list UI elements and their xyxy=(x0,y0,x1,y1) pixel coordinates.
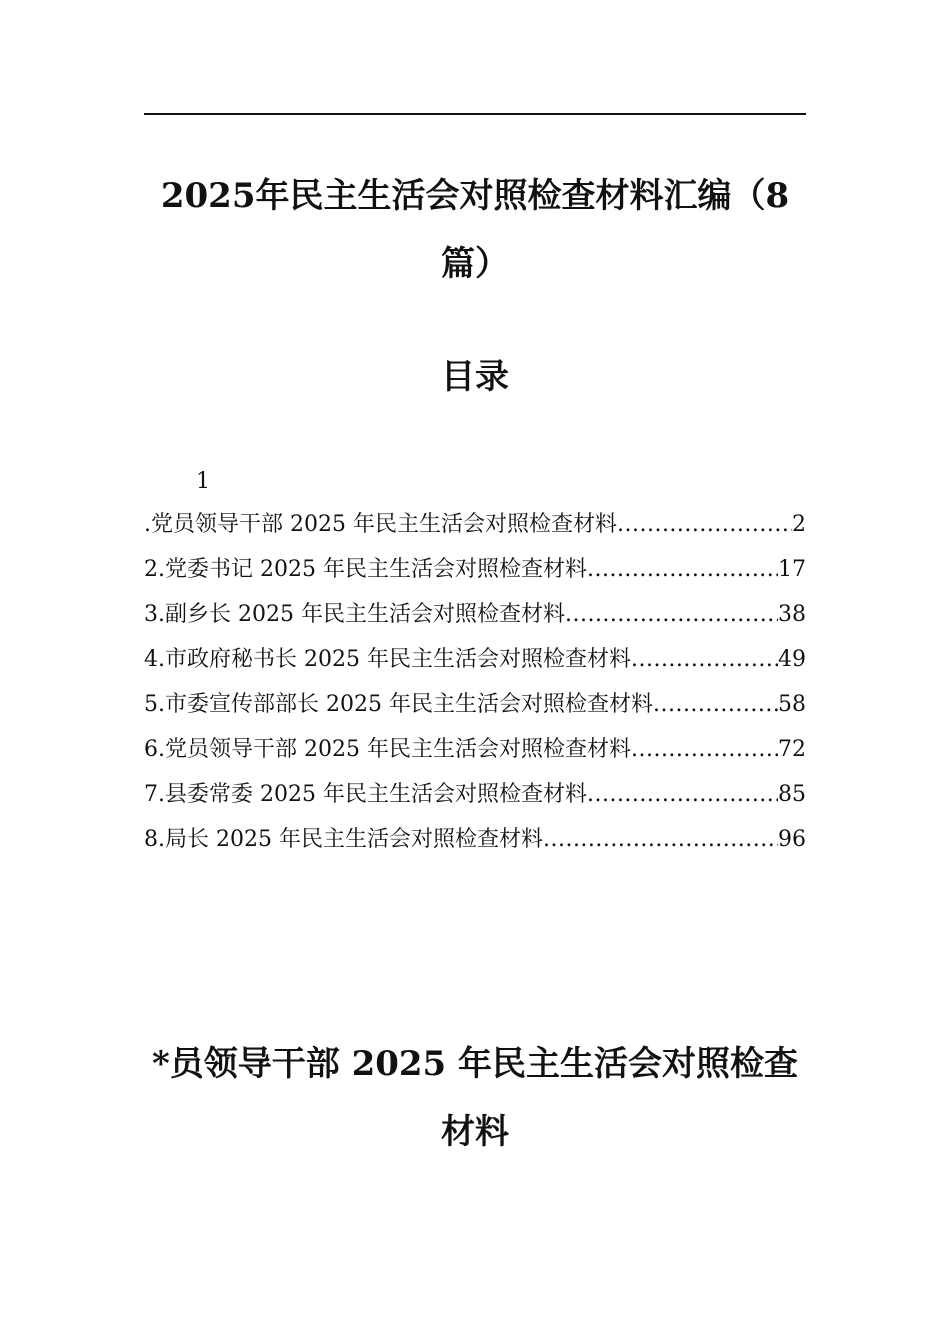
toc-entry-page: 2 xyxy=(792,512,806,537)
toc-entry[interactable] xyxy=(144,727,806,772)
toc-entry[interactable] xyxy=(144,772,806,817)
toc-entry[interactable] xyxy=(144,637,806,682)
toc-entry[interactable] xyxy=(144,817,806,862)
toc-entry-label: 6.党员领导干部 2025 年民主生活会对照检查材料 xyxy=(144,737,631,762)
toc-entry-page: 72 xyxy=(778,737,806,762)
toc-stray-number: 1 xyxy=(196,469,210,494)
toc-entry-label: 5.市委宣传部部长 2025 年民主生活会对照检查材料 xyxy=(144,692,653,717)
section-title: *员领导干部 2025 年民主生活会对照检查材料 xyxy=(151,1044,799,1152)
toc-entry[interactable] xyxy=(144,682,806,727)
toc-leader-dots xyxy=(543,817,778,862)
toc-entry-label: 2.党委书记 2025 年民主生活会对照检查材料 xyxy=(144,557,587,582)
toc-entry-label: 4.市政府秘书长 2025 年民主生活会对照检查材料 xyxy=(144,647,631,672)
toc-leader-dots xyxy=(587,547,778,592)
toc-heading: 目录 xyxy=(441,357,509,397)
toc-entry-label: 7.县委常委 2025 年民主生活会对照检查材料 xyxy=(144,782,587,807)
toc-entry[interactable] xyxy=(144,547,806,592)
document-title: 2025年民主生活会对照检查材料汇编（8篇） xyxy=(160,176,790,284)
toc-entry-page: 49 xyxy=(778,647,806,672)
toc-entry-page: 17 xyxy=(778,557,806,582)
table-of-contents xyxy=(144,462,806,862)
toc-leader-dots xyxy=(587,772,778,817)
toc-entry[interactable] xyxy=(144,592,806,637)
toc-leader-dots xyxy=(631,727,778,772)
toc-entry-label: .党员领导干部 2025 年民主生活会对照检查材料 xyxy=(144,512,617,537)
toc-entry-page: 58 xyxy=(778,692,806,717)
header-rule xyxy=(144,113,806,115)
toc-leader-dots xyxy=(653,682,778,727)
toc-leader-dots xyxy=(631,637,778,682)
toc-leader-dots xyxy=(617,502,792,547)
toc-leader-dots xyxy=(565,592,778,637)
toc-entry[interactable] xyxy=(144,502,806,547)
toc-entry-label: 8.局长 2025 年民主生活会对照检查材料 xyxy=(144,827,543,852)
toc-entry-label: 3.副乡长 2025 年民主生活会对照检查材料 xyxy=(144,602,565,627)
toc-entry-page: 38 xyxy=(778,602,806,627)
toc-entry-page: 85 xyxy=(778,782,806,807)
toc-entry-page: 96 xyxy=(778,827,806,852)
